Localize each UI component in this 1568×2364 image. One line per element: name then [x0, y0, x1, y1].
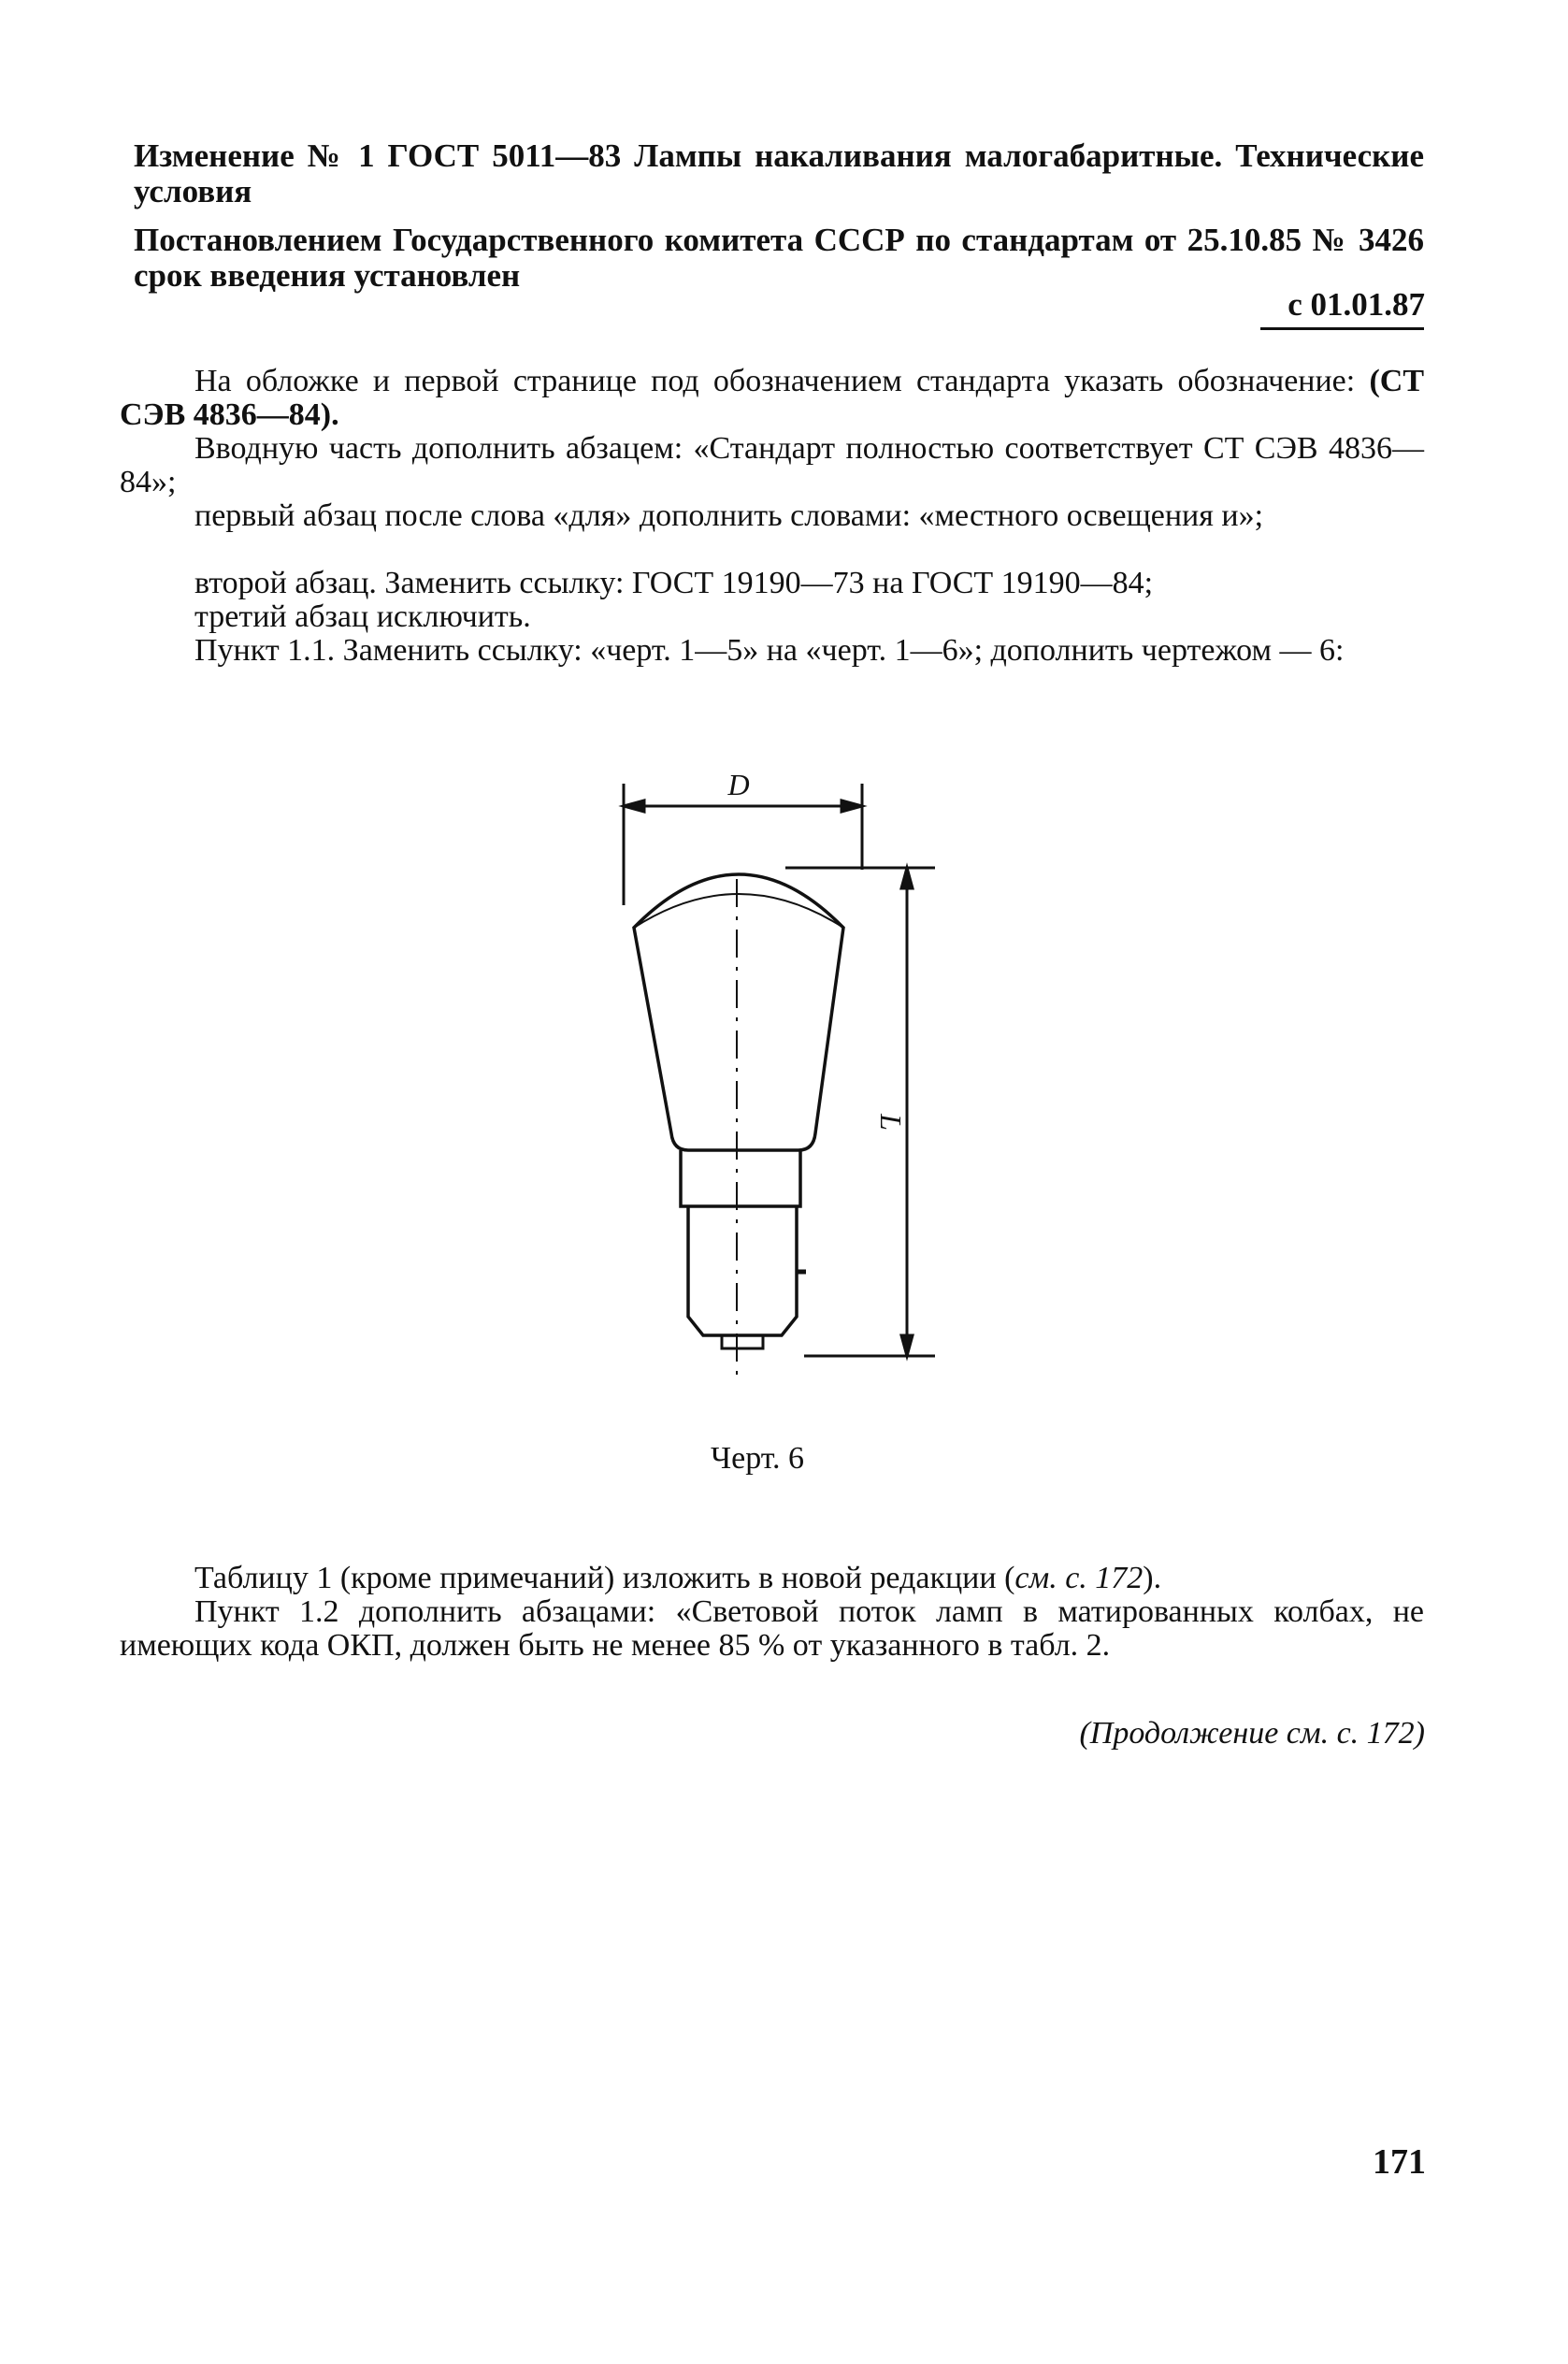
page-number: 171 — [1373, 2142, 1426, 2182]
paragraph-table-1-ref: см. с. 172 — [1014, 1561, 1144, 1595]
dimension-d-label: D — [727, 768, 750, 801]
effective-date: с 01.01.87 — [1287, 286, 1425, 323]
paragraph-table-1-text: Таблицу 1 (кроме примечаний) изложить в новой редакции ( — [194, 1561, 1015, 1595]
date-underline — [1260, 327, 1424, 330]
dimension-d-arrow-right — [842, 800, 862, 812]
lamp-bulb — [634, 874, 843, 1150]
lamp-base-collar — [681, 1150, 800, 1206]
lamp-contact — [722, 1335, 763, 1348]
paragraph-table-1 — [120, 1562, 1424, 1595]
lamp-base — [688, 1206, 797, 1335]
paragraph-cover — [120, 365, 1424, 432]
resolution-text: Постановлением Государственного комитета СССР по стандартам от 25.10.85 № 3426 срок введения установлен — [134, 222, 1424, 294]
paragraph-third-abzac: третий абзац исключить. — [194, 599, 531, 634]
paragraph-second-abzac: второй абзац. Заменить ссылку: ГОСТ 19190—73 на ГОСТ 19190—84; — [194, 566, 1154, 600]
paragraph-cover-text: На обложке и первой странице под обозначением стандарта указать обозначение: — [194, 364, 1370, 398]
paragraph-intro: Вводную часть дополнить абзацем: «Стандарт полностью соответствует СТ СЭВ 4836—84»; — [120, 431, 1424, 499]
lamp-drawing — [598, 767, 972, 1384]
paragraph-point-1-1: Пункт 1.1. Заменить ссылку: «черт. 1—5» на «черт. 1—6»; дополнить чертежом — 6: — [194, 633, 1345, 668]
dimension-d-arrow-left — [624, 800, 644, 812]
continuation-note: (Продолжение см. с. 172) — [1079, 1716, 1425, 1751]
paragraph-cover-bold: (СТ СЭВ 4836—84). — [120, 364, 1424, 432]
amendment-title: Изменение № 1 ГОСТ 5011—83 Лампы накаливания малогабаритные. Технические условия — [134, 137, 1424, 209]
dimension-l-arrow-bottom — [901, 1335, 913, 1356]
paragraph-table-1-end: ). — [1143, 1561, 1162, 1595]
dimension-l-arrow-top — [901, 868, 913, 888]
drawing-caption: Черт. 6 — [711, 1441, 805, 1476]
dimension-l-label: L — [874, 1114, 908, 1131]
paragraph-first-abzac: первый абзац после слова «для» дополнить словами: «местного освещения и»; — [194, 498, 1264, 533]
paragraph-point-1-2: Пункт 1.2 дополнить абзацами: «Световой поток ламп в матированных колбах, не имеющих кода ОКП, должен быть не менее 85 % от указанного в табл. 2. — [120, 1594, 1424, 1663]
